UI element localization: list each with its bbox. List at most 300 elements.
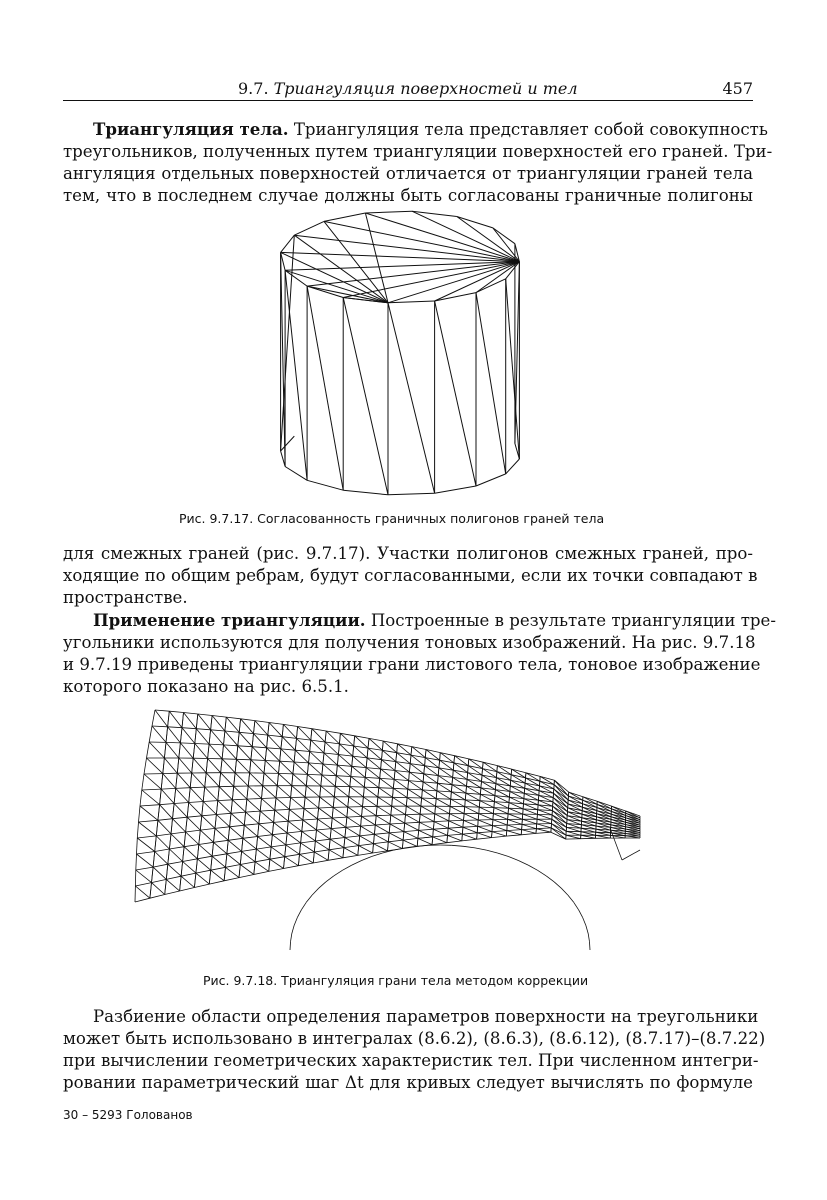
mesh-edge (359, 844, 374, 846)
mesh-edge (303, 820, 317, 830)
mesh-edge (190, 773, 192, 788)
mesh-edge (418, 838, 432, 844)
mesh-edge (268, 735, 282, 737)
mesh-edge (158, 805, 160, 821)
arch-edge (319, 882, 326, 889)
mesh-edge (450, 799, 451, 806)
mesh-edge (506, 831, 507, 837)
mesh-edge (137, 854, 154, 867)
mesh-edge (320, 797, 334, 807)
mesh-edge (155, 710, 168, 727)
mesh-edge (448, 828, 462, 834)
mesh-edge (206, 759, 207, 773)
mesh-edge (168, 711, 170, 727)
mesh-edge (268, 735, 281, 749)
arch-edge (528, 865, 537, 870)
mesh-edge (173, 819, 186, 832)
mesh-edge (482, 775, 483, 781)
mesh-edge (282, 737, 295, 751)
top-edge (307, 286, 343, 297)
text-line: при вычислении геометрических характеристик тел. При численном интегри- (63, 1051, 759, 1070)
mesh-edge (222, 745, 223, 759)
mesh-edge (277, 773, 278, 785)
mesh-edge (256, 849, 270, 859)
mesh-edge (165, 891, 180, 895)
mesh-edge (424, 766, 425, 774)
mesh-edge (508, 814, 509, 820)
mesh-edge (375, 816, 376, 825)
arch-edge (568, 895, 574, 902)
mesh-edge (262, 786, 263, 799)
arch-edge (452, 845, 464, 846)
mesh-edge (256, 847, 271, 849)
mesh-edge (363, 797, 364, 807)
mesh-edge (313, 860, 328, 863)
mesh-edge (255, 721, 269, 723)
mesh-edge (230, 827, 243, 839)
mesh-edge (139, 820, 158, 822)
mesh-edge (330, 838, 345, 840)
mesh-edge (179, 758, 192, 773)
mesh-edge (271, 845, 286, 847)
mesh-edge (182, 713, 184, 728)
mesh-edge (271, 835, 272, 847)
mesh-edge (287, 831, 302, 833)
mesh-edge (537, 824, 552, 828)
mesh-edge (166, 864, 168, 879)
mesh-edge (163, 774, 176, 789)
mesh-edge (274, 821, 289, 822)
mesh-edge (328, 850, 329, 861)
mesh-edge (522, 829, 537, 830)
mesh-edge (182, 728, 195, 744)
mesh-edge (297, 738, 310, 751)
mesh-edge (243, 825, 244, 838)
mesh-edge (462, 834, 463, 841)
mesh-edge (324, 742, 325, 753)
mesh-edge (282, 724, 283, 736)
mesh-edge (349, 797, 363, 807)
mesh-edge (417, 838, 418, 846)
mesh-edge (169, 847, 184, 849)
mesh-edge (251, 760, 264, 773)
mesh-edge (465, 807, 479, 814)
mesh-edge (314, 841, 315, 852)
mesh-edge (244, 824, 259, 825)
mesh-edge (465, 800, 466, 807)
mesh-edge (347, 807, 348, 817)
mesh-edge (196, 729, 210, 730)
mesh-edge (313, 852, 314, 863)
mesh-edge (196, 870, 211, 873)
mesh-edge (228, 827, 229, 841)
mesh-edge (226, 865, 241, 868)
mesh-edge (352, 766, 366, 767)
mesh-edge (403, 838, 418, 840)
figure-caption-9-7-18: Рис. 9.7.18. Триангуляция грани тела методом коррекции (203, 973, 589, 988)
arch-edge (583, 918, 586, 926)
top-diagonal (285, 270, 388, 303)
mesh-edge (332, 818, 346, 827)
mesh-edge (275, 810, 288, 821)
mesh-edge (438, 776, 439, 784)
mesh-edge (523, 814, 537, 819)
mesh-edge (302, 830, 317, 831)
mesh-edge (422, 782, 423, 790)
mesh-edge (239, 719, 240, 733)
mesh-edge (263, 786, 276, 798)
mesh-edge (267, 748, 280, 761)
bottom-edge (307, 480, 343, 490)
mesh-edge (286, 843, 301, 845)
mesh-edge (345, 836, 360, 838)
mesh-edge (259, 822, 274, 823)
mesh-edge (212, 716, 225, 732)
mesh-edge (297, 738, 311, 740)
mesh-edge (314, 852, 328, 860)
mesh-edge (183, 859, 198, 862)
text-line: и 9.7.19 приведены триангуляции грани листового тела, тоновое изображение (63, 655, 761, 674)
mesh-edge (255, 862, 269, 872)
mesh-edge (496, 772, 497, 778)
mesh-edge (540, 776, 554, 784)
mesh-edge (280, 761, 293, 774)
mesh-edge (227, 851, 242, 853)
mesh-edge (209, 870, 210, 884)
mesh-edge (149, 726, 152, 742)
mesh-edge (203, 787, 205, 801)
mesh-edge (195, 744, 209, 745)
mesh-edge (160, 805, 173, 819)
mesh-edge (394, 779, 408, 789)
text-line: тем, что в последнем случае должны быть согласованы граничные полигоны (63, 186, 753, 205)
mesh-edge (307, 774, 320, 786)
mesh-edge (265, 761, 278, 774)
mesh-edge (454, 756, 455, 763)
mesh-edge (142, 790, 160, 805)
mesh-edge (467, 779, 468, 786)
mesh-edge (582, 811, 596, 814)
mesh-edge (276, 786, 277, 798)
mesh-edge (255, 859, 270, 862)
mesh-edge (164, 758, 177, 773)
mesh-edge (439, 760, 440, 768)
arch-edge (297, 910, 301, 918)
mesh-edge (394, 771, 395, 780)
bottom-edge (435, 486, 476, 493)
mesh-edge (258, 835, 273, 837)
mesh-edge (181, 862, 183, 877)
mesh-edge (224, 745, 238, 746)
mesh-edge (161, 789, 174, 803)
mesh-edge (419, 829, 434, 830)
arch-edge (306, 895, 312, 902)
mesh-edge (295, 750, 309, 751)
mesh-edge (380, 769, 381, 778)
mesh-edge (293, 774, 308, 775)
mesh-edge (301, 843, 315, 852)
mesh-edge (303, 819, 318, 820)
mesh-edge (379, 778, 380, 787)
mesh-edge (211, 716, 213, 730)
mesh-edge (150, 895, 165, 899)
mesh-edge (192, 773, 205, 787)
mesh-edge (239, 875, 254, 878)
mesh-edge (493, 814, 494, 820)
mesh-edge (422, 790, 423, 798)
mesh-edge (174, 788, 176, 803)
mesh-edge (390, 815, 391, 824)
mesh-edge (265, 748, 266, 761)
mesh-edge (232, 799, 247, 800)
mesh-edge (408, 781, 409, 790)
mesh-edge (493, 808, 494, 814)
mesh-edge (198, 714, 211, 730)
mesh-edge (479, 807, 494, 808)
top-edge (324, 213, 365, 221)
mesh-edge (224, 878, 239, 881)
mesh-edge (275, 809, 290, 810)
mesh-edge (304, 808, 319, 809)
mesh-edge (227, 840, 228, 854)
mesh-edge (301, 841, 316, 843)
mesh-edge (305, 797, 319, 808)
cylinder-mesh (281, 211, 520, 495)
mesh-edge (211, 730, 224, 745)
arch-edge (417, 845, 429, 846)
mesh-edge (480, 788, 481, 794)
mesh-edge (241, 719, 254, 734)
mesh-edge (351, 777, 365, 778)
mesh-edge (165, 879, 167, 894)
mesh-edge (373, 844, 374, 853)
mesh-edge (462, 834, 476, 839)
mesh-edge (338, 755, 351, 767)
mesh-edge (219, 773, 220, 787)
run-in-heading: Триангуляция тела. (93, 119, 289, 139)
mesh-edge (180, 743, 194, 744)
mesh-edge (374, 844, 388, 851)
mesh-edge (421, 798, 422, 806)
text-line: треугольников, полученных путем триангуляции поверхностей его граней. Три- (63, 142, 773, 161)
mesh-edge (433, 835, 448, 837)
mesh-edge (568, 804, 582, 811)
mesh-edge (306, 774, 307, 785)
mesh-edge (135, 898, 150, 902)
mesh-edge (419, 830, 433, 837)
mesh-edge (494, 808, 508, 814)
mesh-edge (329, 848, 344, 850)
mesh-edge (522, 819, 536, 824)
mesh-edge (238, 732, 239, 746)
mesh-edge (216, 813, 231, 814)
mesh-edge (321, 775, 322, 786)
mesh-edge (361, 816, 362, 826)
paragraph-body-triangulation (63, 118, 773, 207)
mesh-edge (339, 733, 340, 744)
top-edge (435, 293, 476, 301)
mesh-edge (184, 845, 199, 847)
notch-edge (622, 850, 640, 860)
mesh-edge (161, 774, 163, 790)
mesh-edge (285, 845, 286, 857)
top-diagonal (281, 252, 388, 302)
mesh-edge (363, 787, 364, 797)
mesh-edge (226, 717, 240, 719)
text-line: ходящие по общим ребрам, будут согласованными, если их точки совпадают в (63, 566, 758, 585)
mesh-edge (464, 814, 465, 821)
mesh-edge (522, 830, 536, 834)
mesh-edge (566, 835, 581, 839)
mesh-edge (447, 841, 462, 843)
mesh-edge (238, 746, 251, 760)
mesh-edge (291, 798, 304, 809)
mesh-edge (568, 800, 582, 807)
arch-edge (590, 942, 591, 950)
mesh-edge (287, 821, 288, 833)
mesh-edge (224, 745, 237, 759)
mesh-edge (267, 748, 281, 749)
mesh-edge (142, 789, 161, 790)
mesh-edge (347, 817, 361, 826)
mesh-edge (378, 797, 392, 806)
mesh-edge (168, 849, 170, 864)
mesh-edge (453, 770, 454, 777)
mesh-edge (254, 862, 255, 875)
signature-footer: 30 – 5293 Голованов (63, 1108, 193, 1122)
mesh-edge (344, 838, 345, 848)
bottom-edge (281, 436, 295, 451)
mesh-edge (432, 843, 447, 845)
mesh-edge (492, 826, 493, 832)
mesh-edge (348, 797, 349, 807)
mesh-edge (365, 777, 379, 787)
mesh-edge (197, 859, 210, 870)
paragraph-triangulation-use (63, 609, 776, 698)
mesh-edge (202, 816, 215, 829)
mesh-edge (139, 806, 141, 822)
mesh-edge (322, 775, 336, 776)
mesh-edge (467, 773, 468, 780)
mesh-edge (568, 800, 582, 804)
mesh-edge (425, 758, 426, 766)
mesh-edge (254, 734, 268, 736)
mesh-edge (292, 786, 305, 798)
mesh-edge (235, 773, 248, 786)
arch-edge (291, 934, 292, 942)
mesh-edge (350, 777, 351, 787)
arch-edge (394, 848, 405, 850)
mesh-edge (274, 822, 288, 833)
arch-edge (588, 934, 589, 942)
arch-edge (292, 926, 294, 934)
mesh-edge (291, 786, 292, 798)
mesh-edge (553, 806, 568, 815)
mesh-edge (464, 814, 478, 820)
mesh-edge (302, 831, 316, 841)
mesh-edge (289, 798, 290, 810)
top-edge (457, 217, 493, 228)
top-diagonal (324, 221, 388, 302)
mesh-edge (287, 833, 301, 843)
mesh-edge (477, 833, 491, 838)
mesh-edge (187, 803, 189, 818)
mesh-edge (477, 832, 492, 833)
mesh-edge (209, 744, 223, 745)
mesh-edge (184, 713, 197, 729)
mesh-edge (420, 806, 421, 814)
mesh-edge (350, 787, 364, 797)
mesh-edge (189, 802, 204, 803)
mesh-edge (218, 787, 219, 801)
mesh-edge (270, 857, 285, 860)
mesh-edge (297, 727, 298, 739)
mesh-edge (156, 836, 169, 849)
mesh-edge (247, 799, 260, 811)
mesh-edge (180, 728, 182, 743)
arch-edge (546, 876, 554, 882)
mesh-edge (347, 816, 362, 817)
mesh-edge (512, 769, 526, 773)
mesh-edge (463, 820, 464, 827)
mesh-edge (265, 761, 279, 762)
mesh-edge (406, 815, 420, 823)
mesh-edge (422, 798, 437, 799)
mesh-edge (177, 758, 179, 773)
mesh-edge (374, 834, 375, 843)
mesh-edge (318, 818, 333, 819)
mesh-edge (288, 820, 303, 821)
mesh-edge (336, 776, 351, 777)
mesh-edge (247, 786, 248, 799)
mesh-edge (448, 834, 463, 835)
text-line: Применение триангуляции. Построенные в результате триангуляции тре- (93, 610, 776, 630)
mesh-edge (227, 854, 240, 865)
mesh-edge (390, 824, 404, 832)
arch-edge (301, 902, 306, 910)
mesh-edge (212, 854, 227, 856)
mesh-edge (409, 772, 410, 781)
mesh-edge (367, 748, 368, 758)
mesh-edge (289, 809, 304, 810)
mesh-edge (248, 773, 249, 786)
mesh-edge (208, 744, 210, 758)
mesh-edge (365, 777, 380, 778)
mesh-edge (317, 819, 318, 830)
mesh-edge (279, 761, 280, 773)
mesh-edge (346, 827, 360, 836)
mesh-edge (264, 773, 277, 786)
mesh-edge (186, 817, 188, 832)
mesh-edge (168, 727, 182, 728)
mesh-edge (199, 845, 212, 857)
mesh-edge (260, 799, 261, 812)
mesh-edge (311, 729, 312, 740)
mesh-edge (337, 765, 351, 766)
mesh-edge (315, 830, 316, 841)
mesh-edge (226, 854, 227, 868)
mesh-edge (158, 819, 173, 821)
mesh-edge (352, 756, 353, 766)
mesh-edge (137, 836, 156, 838)
mesh-edge (358, 853, 373, 855)
mesh-edge (408, 789, 422, 798)
bottom-edge (506, 459, 520, 474)
mesh-edge (447, 835, 448, 842)
mesh-edge (224, 867, 225, 881)
mesh-edge (433, 829, 447, 835)
mesh-edge (343, 848, 344, 858)
